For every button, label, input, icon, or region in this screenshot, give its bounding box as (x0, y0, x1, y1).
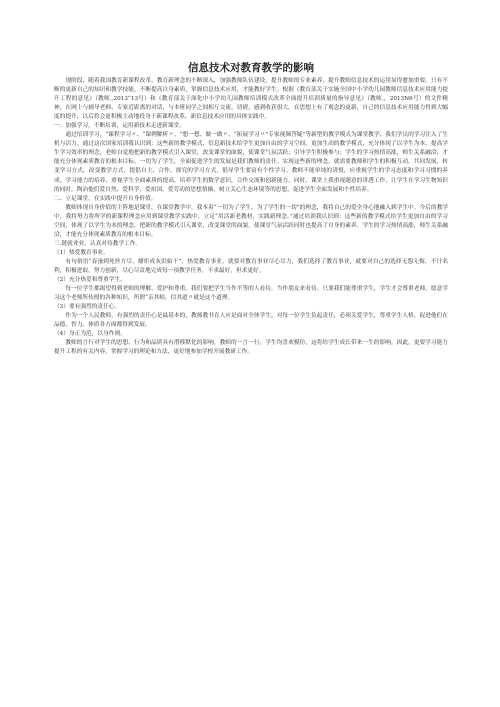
paragraph-sub-1: 有句俗语“春蚕到死丝方尽，蜡炬成灰泪始干”，热爱教育事业，就要对教育事业尽心尽力，我们选择了教育事业，就要对自己的选择无怨无悔，不计名利，积极进取，努力创新，尽心尽责地完成每一项教学任务，不求最好，但求更好。 (54, 258, 448, 274)
section-heading-1: 一．加强学习，不断培训，运用新技术走进新课堂。 (54, 123, 185, 130)
subheading-4: （4）身正为范，以身作则。 (54, 331, 126, 338)
subheading-1: （1）热爱教育事业。 (54, 249, 109, 256)
paragraph-sub-3: 作为一个人民教师，有强烈的责任心是最基本的，教师教书育人应是面对全体学生，对每一位学生负起责任，必须关爱学生，尊重学生人格，促进他们在品德、智力、体质各方面都得到发展。 (54, 313, 448, 329)
subheading-2: （2）充分热爱和尊重学生。 (54, 277, 126, 284)
section-heading-2: 二、立足课堂，在实践中提升自身价值。 (54, 195, 157, 202)
paragraph-intro: 现阶段，随着我国教育新课程改革、教育新理念的不断深入，加强教师队伍建设，提升教师的专业素养，提升教师信息技术的运用显得愈加重要。只有不断的更新自己的知识和教学技能，不断提高自身素质，掌握信息技术应用，才能教好学生。根据《教育部关于实施全国中小学幼儿园教师信息技术应用能力提升工程的意见》（教师,,2013“13号）和《教育部关于深化中小学幼儿园教师培训模式改革全面提升培训质量的指导意见》（教师,，2013N6号）的文件精神，在网上与辅导老师、专家近距离的对话，与本班同学之间相互交流、切磋，感到收获很大。在思想上有了观念的更新，自己的信息技术应用能力得到大幅度的提升，以后将会更积极主动地投身于新课程改革、新信息技术应用的具体实践中。 (54, 78, 448, 121)
paragraph-section-1: 通过培训学习，“课程学习〃、“课例解析〃、“想一想、做一做〃、“拓展学习〃”专家视频答疑”等新型的教学模式为课堂教学、我们学员的学习注入了生机与活力。通过这次国家培训我认识到：这些新的教学模式、信息新技术给学生更加自由的学习空间，更加生动的教学模式，充分体现了以学生为本，提高学生学习效率的理念，老师自觉地把新的教学模式引入课堂，改变课堂的面貌，使课堂气氛活跃；引导学生积极参与；学生的学习热情高涨，师生关系融洽，才能充分体现素质教育的根本目标。一切为了学生，全面促进学生的发展是我们教师的责任。实现这些新的理念，就需要教师和学生的积极互动，共同发展，转变学习方式，改变教学方式，提倡自主、合作、探究的学习方式，倡导学生要富有个性学习。教师不能单纯的讲授，应重视学生的学习态度和学习习惯的养成。学习能力的培养，重视学生全面素质的提高。培养学生的数学意识，合作交流和创新能力。同时，课堂上我重视题意的讲透工作，让学生在学习生物知识的同时，陶冶他们爱自然、爱科学、爱祖国、爱劳动的思想情操，树立关心生态环境等的思想，促进学生全面发展和个性培养。 (54, 132, 448, 193)
paragraph-section-2: 教师体现自身价值的主阵地是课堂，在课堂教学中，我本着“一切为了学生，为了学生的一切”的理念，我将自己的爱全身心地融入到学生中。今后的教学中，我将努力将所学的新课程理念应用到课堂教学实践中，立足“用活新老教材，实践新理念。”通过培训我认识到：这些新的教学模式给学生更加自由的学习空间，体现了以学生为本的理念，把新的教学模式引入课堂，改变课堂的面貌，使课堂气氛活跃同时也提高了自身的素养。学生的学习热情高涨，师生关系融洽，才能充分体现素质教育的根本目标。 (54, 204, 448, 238)
paragraph-sub-2: 每一位学生都渴望得到老师的理解、爱护和尊重。我们要把学生当作平等的人看待，当作朋友来看待。只要我们能尊重学生，学生才会尊重老师，愿意学习这个老师所传授的各种知识，所谓“亲其师，信其道〃就是这个道理。 (54, 286, 448, 302)
paragraph-sub-4: 教师的言行对学生的思想、行为和品质具有潜移默化的影响，教师的一言一行，学生均喜欢模仿，这将给学生成长带来一生的影响。因此，更要学习能力提升工程的有关内容，掌握学习的理论和方法，更好地参加学校开展教研工作。 (54, 340, 448, 356)
section-heading-3: 三.链就业业，认真对待教学工作。 (54, 240, 142, 247)
document-body (54, 77, 448, 357)
page-title: 信息技术对教育教学的影响 (188, 62, 314, 74)
subheading-3: （3）要有强烈的责任心。 (54, 304, 121, 311)
